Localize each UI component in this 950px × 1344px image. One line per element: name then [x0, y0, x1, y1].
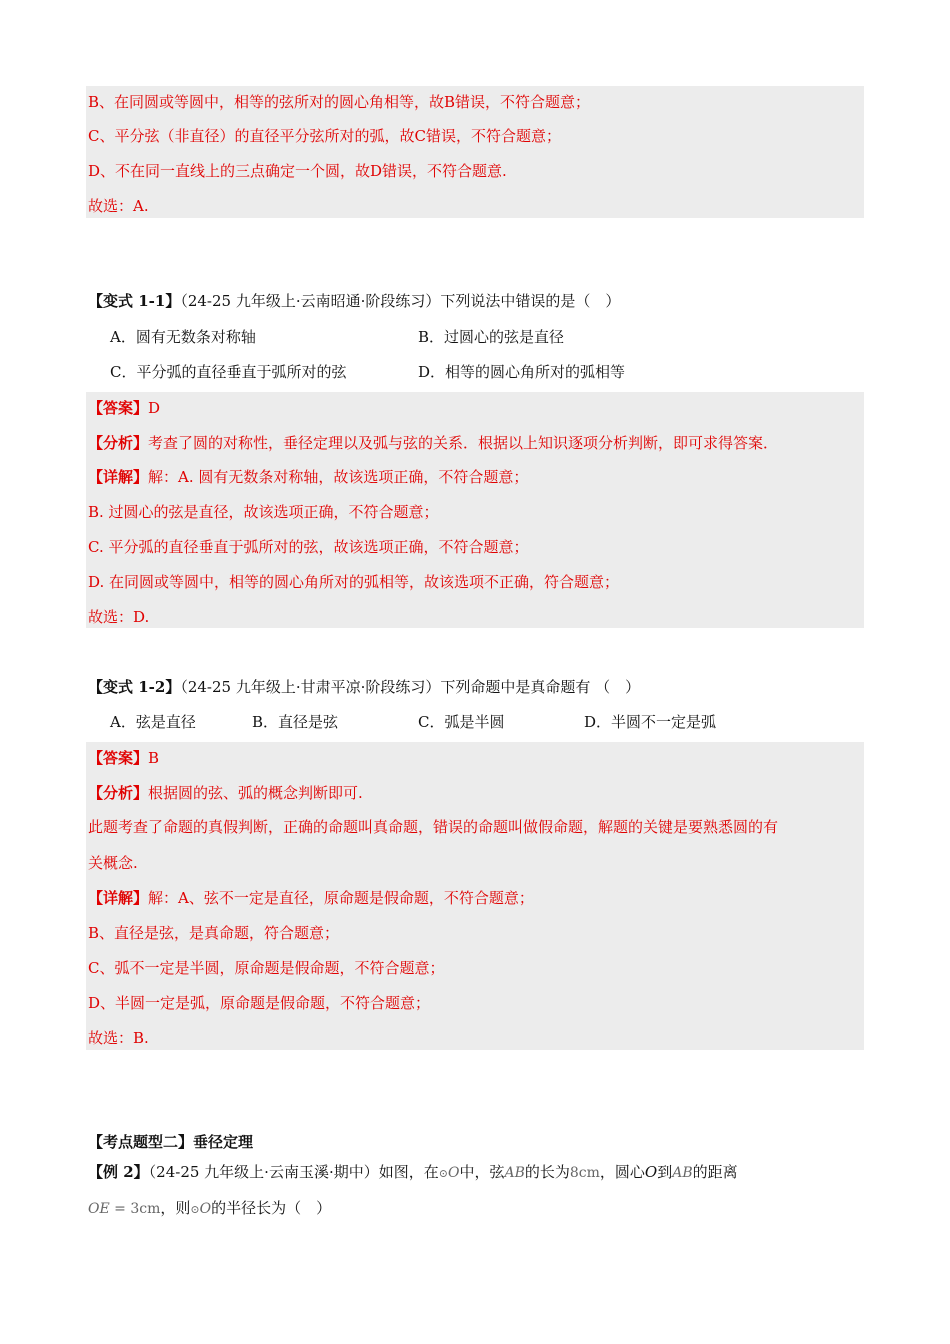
- answer-label: 【答案】: [88, 749, 149, 767]
- previous-solution-block: [86, 86, 864, 218]
- analysis-label: 【分析】: [88, 784, 149, 802]
- detail-label: 【详解】: [88, 468, 149, 486]
- detail-line: 故选：B.: [88, 1029, 149, 1047]
- section-heading: 【考点题型二】垂径定理: [88, 1133, 254, 1151]
- option-d: D．相等的圆心角所对的弧相等: [418, 363, 626, 381]
- detail-line: C. 平分弧的直径垂直于弧所对的弦，故该选项正确，不符合题意；: [88, 538, 529, 556]
- analysis-line: [88, 782, 363, 804]
- detail-line: B、直径是弦，是真命题，符合题意；: [88, 924, 340, 942]
- math-length: 8cm: [569, 1165, 600, 1181]
- example-2-line-1: 【例 2】（24-25 九年级上·云南玉溪·期中）如图，在⊙O中，弦AB的长为8cm，圆心O到AB的距离: [88, 1163, 738, 1181]
- solution-line: D、不在同一直线上的三点确定一个圆，故D错误，不符合题意.: [88, 162, 507, 180]
- option-c: C．平分弧的直径垂直于弧所对的弦: [110, 363, 347, 381]
- detail-line: [88, 887, 534, 909]
- question-1-2-stem: [88, 676, 640, 698]
- answer-value: B: [148, 749, 160, 767]
- analysis-line: [88, 432, 778, 454]
- detail-text: 解：A. 圆有无数条对称轴，故该选项正确，不符合题意；: [148, 468, 529, 486]
- math-eq: = 3cm: [109, 1201, 161, 1217]
- option-a: A．弦是直径: [110, 713, 196, 731]
- example-tag: 【例 2】: [88, 1163, 149, 1181]
- analysis-label: 【分析】: [88, 434, 149, 452]
- analysis-text: 考查了圆的对称性，垂径定理以及弧与弦的关系．根据以上知识逐项分析判断，即可求得答案．: [148, 434, 779, 452]
- math-ab: AB: [672, 1165, 693, 1181]
- question-1-1-stem: [88, 290, 620, 312]
- option-c: C．弧是半圆: [418, 713, 505, 731]
- question-text: （24-25 九年级上·云南昭通·阶段练习）下列说法中错误的是（ ）: [180, 292, 621, 310]
- detail-line: C、弧不一定是半圆，原命题是假命题，不符合题意；: [88, 959, 445, 977]
- circle-symbol: ⊙O: [438, 1165, 460, 1181]
- question-1-2-solution: [86, 742, 864, 1050]
- option-b: B．直径是弦: [252, 713, 339, 731]
- option-b: B．过圆心的弦是直径: [418, 328, 565, 346]
- detail-line: [88, 466, 528, 488]
- analysis-text: 根据圆的弦、弧的概念判断即可.: [148, 784, 363, 802]
- question-1-1-solution: [86, 392, 864, 628]
- solution-line: 故选：A.: [88, 197, 149, 215]
- analysis-line: 此题考查了命题的真假判断，正确的命题叫真命题，错误的命题叫做假命题，解题的关键是要熟悉圆的有: [88, 818, 779, 836]
- option-d: D．半圆不一定是弧: [584, 713, 717, 731]
- detail-line: D. 在同圆或等圆中，相等的圆心角所对的弧相等，故该选项不正确，符合题意；: [88, 573, 620, 591]
- question-tag: 【变式 1-1】: [88, 292, 181, 310]
- math-ab: AB: [504, 1165, 525, 1181]
- detail-line: B. 过圆心的弦是直径，故该选项正确，不符合题意；: [88, 503, 439, 521]
- answer-value: D: [148, 399, 161, 417]
- answer-line: [88, 747, 159, 769]
- math-oe: OE: [88, 1201, 110, 1217]
- question-tag: 【变式 1-2】: [88, 678, 181, 696]
- solution-line: B、在同圆或等圆中，相等的弦所对的圆心角相等，故B错误，不符合题意；: [88, 93, 591, 111]
- solution-line: C、平分弦（非直径）的直径平分弦所对的弧，故C错误，不符合题意；: [88, 127, 561, 145]
- example-2-line-2: OE = 3cm，则⊙O的半径长为（ ）: [88, 1199, 332, 1217]
- circle-symbol: ⊙O: [190, 1201, 212, 1217]
- detail-label: 【详解】: [88, 889, 149, 907]
- option-a: A．圆有无数条对称轴: [110, 328, 256, 346]
- analysis-line: 关概念.: [88, 854, 138, 872]
- example-text: （24-25 九年级上·云南玉溪·期中）如图，在: [148, 1163, 439, 1181]
- detail-line: D、半圆一定是弧，原命题是假命题，不符合题意；: [88, 994, 431, 1012]
- question-text: （24-25 九年级上·甘肃平凉·阶段练习）下列命题中是真命题有 （ ）: [180, 678, 641, 696]
- answer-line: [88, 397, 160, 419]
- detail-line: 故选：D.: [88, 608, 150, 626]
- math-o: O: [644, 1163, 658, 1181]
- detail-text: 解：A、弦不一定是直径，原命题是假命题，不符合题意；: [148, 889, 534, 907]
- answer-label: 【答案】: [88, 399, 149, 417]
